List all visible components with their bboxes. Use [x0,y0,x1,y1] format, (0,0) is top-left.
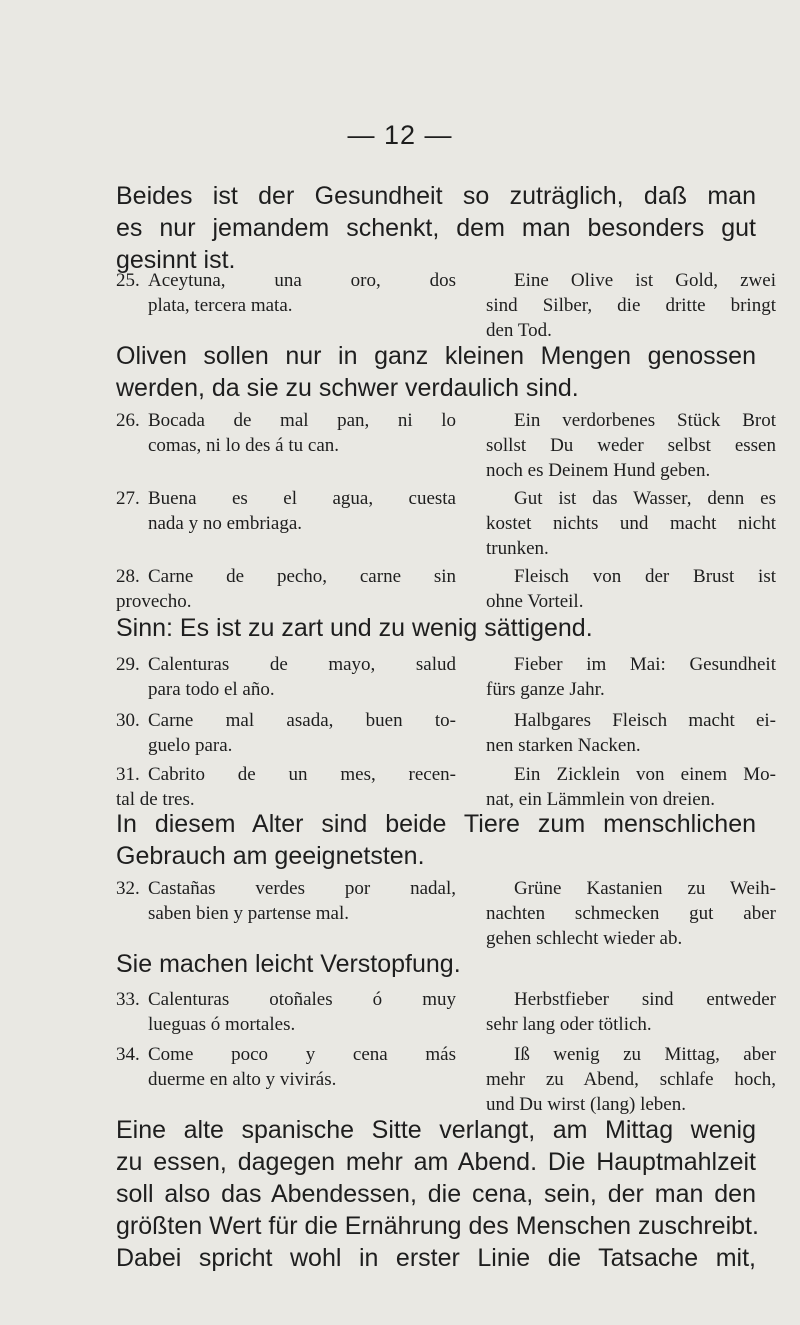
text-line: lueguas ó mortales. [148,1014,296,1035]
text-line: Buena es el agua, cuesta [148,488,456,509]
proverb-german [486,564,776,614]
text-line: Herbstfieber sind entweder [514,989,776,1010]
proverb-number: 28. [116,566,140,587]
text-line: sollst Du weder selbst essen [486,435,776,456]
text-line: In diesem Alter sind beide Tiere zum menschlichen [116,810,756,838]
text-line: mehr zu Abend, schlafe hoch, [486,1069,776,1090]
text-line: ohne Vorteil. [486,591,584,612]
text-line: Fleisch von der Brust ist [514,566,776,587]
text-line: soll also das Abendessen, die cena, sein, der man den [116,1180,756,1208]
text-line: nen starken Nacken. [486,735,641,756]
text-line: sind Silber, die dritte bringt [486,295,776,316]
text-line: größten Wert für die Ernährung des Menschen zuschreibt. [116,1212,759,1240]
proverb-german [486,876,776,951]
page-number: — 12 — [347,120,453,150]
text-line: werden, da sie zu schwer verdaulich sind. [116,374,579,402]
text-line: gesinnt ist. [116,246,236,274]
text-line: Beides ist der Gesundheit so zuträglich, daß man [116,182,756,210]
text-line: Carne de pecho, carne sin [148,566,456,587]
text-line: Ein verdorbenes Stück Brot [514,410,776,431]
text-line: Cabrito de un mes, recen- [148,764,456,785]
text-line: Eine alte spanische Sitte verlangt, am Mittag wenig [116,1116,756,1144]
text-line: Grüne Kastanien zu Weih- [514,878,776,899]
proverb-spanish [148,268,456,318]
text-line: Aceytuna, una oro, dos [148,270,456,291]
proverb-number: 29. [116,654,140,675]
text-line: Sie machen leicht Verstopfung. [116,950,461,978]
proverb-number: 27. [116,488,140,509]
text-line: Gut ist das Wasser, denn es [514,488,776,509]
proverb-german [486,1042,776,1117]
paragraph-meaning [116,612,756,644]
text-line: nat, ein Lämmlein von dreien. [486,789,715,810]
paragraph-age [116,808,756,872]
proverb-spanish [148,408,456,458]
text-line: zu essen, dagegen mehr am Abend. Die Hauptmahlzeit [116,1148,756,1176]
text-line: Halbgares Fleisch macht ei- [514,710,776,731]
proverb-german [486,987,776,1037]
proverb-spanish [148,1042,456,1092]
text-line: Carne mal asada, buen to- [148,710,456,731]
text-line: noch es Deinem Hund geben. [486,460,711,481]
text-line: fürs ganze Jahr. [486,679,605,700]
proverb-spanish [148,876,456,926]
text-line: und Du wirst (lang) leben. [486,1094,686,1115]
text-line: Dabei spricht wohl in erster Linie die Tatsache mit, [116,1244,756,1272]
text-line: duerme en alto y vivirás. [148,1069,337,1090]
proverb-number: 26. [116,410,140,431]
proverb-spanish [148,652,456,702]
text-line: Come poco y cena más [148,1044,456,1065]
proverb-german [486,762,776,812]
text-line: es nur jemandem schenkt, dem man besonders gut [116,214,756,242]
text-line: gehen schlecht wieder ab. [486,928,683,949]
text-line: Eine Olive ist Gold, zwei [514,270,776,291]
text-line: nachten schmecken gut aber [486,903,776,924]
text-line: comas, ni lo des á tu can. [148,435,340,456]
proverb-spanish [148,987,456,1037]
text-line: Oliven sollen nur in ganz kleinen Mengen genossen [116,342,756,370]
proverb-number: 33. [116,989,140,1010]
text-line: Castañas verdes por nadal, [148,878,456,899]
text-line: Bocada de mal pan, ni lo [148,410,456,431]
text-line: Calenturas otoñales ó muy [148,989,456,1010]
text-line: Gebrauch am geeignetsten. [116,842,425,870]
proverb-number: 34. [116,1044,140,1065]
text-line: para todo el año. [148,679,275,700]
text-line: provecho. [116,591,192,612]
text-line: tal de tres. [116,789,195,810]
proverb-german [486,652,776,702]
text-line: saben bien y partense mal. [148,903,350,924]
text-line: kostet nichts und macht nicht [486,513,776,534]
proverb-german [486,486,776,561]
text-line: Iß wenig zu Mittag, aber [514,1044,776,1065]
proverb-number: 32. [116,878,140,899]
text-line: Calenturas de mayo, salud [148,654,456,675]
text-line: Ein Zicklein von einem Mo- [514,764,776,785]
paragraph-custom [116,1114,759,1274]
proverb-number: 30. [116,710,140,731]
text-line: plata, tercera mata. [148,295,293,316]
paragraph-olives [116,340,756,404]
text-line: guelo para. [148,735,233,756]
proverb-german [486,708,776,758]
proverb-german [486,408,776,483]
proverb-spanish [148,486,456,536]
paragraph-constipation [116,948,756,980]
text-line: Fieber im Mai: Gesundheit [514,654,776,675]
proverb-number: 31. [116,764,140,785]
text-line: sehr lang oder tötlich. [486,1014,652,1035]
text-line: Sinn: Es ist zu zart und zu wenig sättigend. [116,614,593,642]
paragraph-health [116,180,756,276]
text-line: den Tod. [486,320,552,341]
proverb-number: 25. [116,270,140,291]
text-line: trunken. [486,538,549,559]
proverb-spanish [148,708,456,758]
proverb-german [486,268,776,343]
text-line: nada y no embriaga. [148,513,303,534]
